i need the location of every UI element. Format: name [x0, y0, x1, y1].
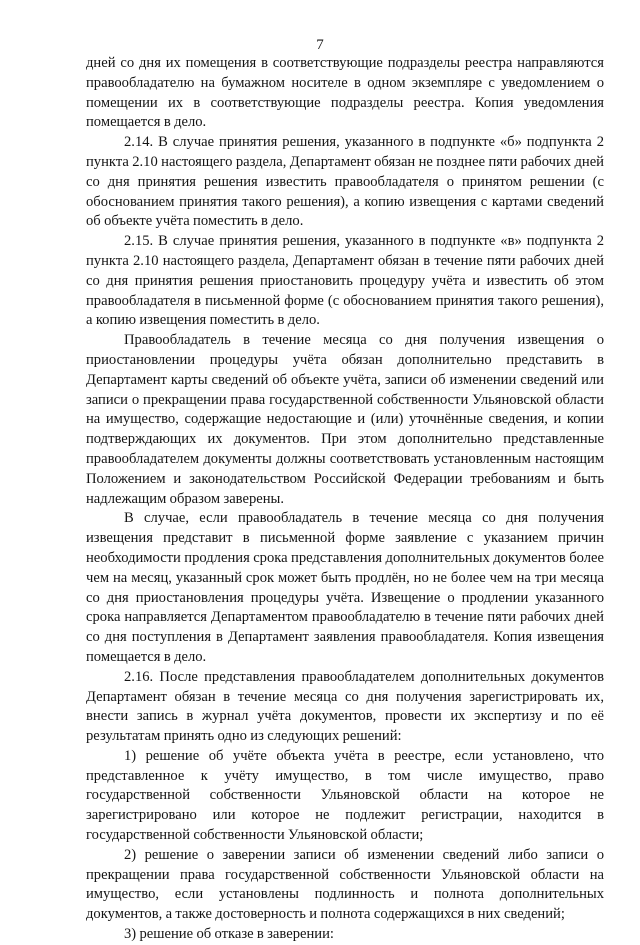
paragraph-2-15: 2.15. В случае принятия решения, указанного в подпункте «в» подпункта 2 пункта 2.10 настоящего раздела, Департамент обязан в течение пяти рабочих дней со дня принятия решения приостановить процедуру учёта и известить об этом правообладателя в письменной форме (с обоснованием принятия такого решения), а копию извещения поместить в дело.	[86, 233, 604, 329]
document-body	[86, 54, 604, 945]
list-item-1: 1) решение об учёте объекта учёта в реестре, если установлено, что представленное к учёту имущество, в том числе имущество, право государственной собственности Ульяновской области на которое не зарегистрировано или которое не подлежит регистрации, находится в государственной собственности Ульяновской области;	[86, 747, 604, 844]
paragraph-2-16: 2.16. После представления правообладателем дополнительных документов Департамент обязан в течение месяца со дня получения зарегистрировать их, внести запись в журнал учёта документов, провести их экспертизу и по её результатам принять одно из следующих решений:	[86, 668, 604, 745]
paragraph-2-14: 2.14. В случае принятия решения, указанного в подпункте «б» подпункта 2 пункта 2.10 настоящего раздела, Департамент обязан не позднее пяти рабочих дней со дня принятия решения известить правообладателя о принятом решении (с обоснованием принятия такого решения), а копию извещения с картами сведений об объекте учёта поместить в дело.	[86, 134, 604, 230]
list-item-2: 2) решение о заверении записи об изменении сведений либо записи о прекращении права государственной собственности Ульяновской области на имущество, если установлены подлинность и полнота дополнительных документов, а также достоверность и полнота содержащихся в них сведений;	[86, 846, 604, 923]
page-number: 7	[316, 37, 324, 53]
paragraph-continuation: дней со дня их помещения в соответствующие подразделы реестра направляются правообладателю на бумажном носителе в одном экземпляре с уведомлением о помещении их в соответствующие подразделы реестра. Копия уведомления помещается в дело.	[86, 55, 604, 131]
paragraph-right-holder-obligation: Правообладатель в течение месяца со дня получения извещения о приостановлении процедуры учёта обязан дополнительно представить в Департамент карты сведений об объекте учёта, записи об изменении сведений или записи о прекращении права государственной собственности Ульяновской области на имущество, содержащие недостающие и (или) уточнённые сведения, и копии подтверждающих их документов. При этом дополнительно представленные правообладателем документы должны соответствовать установленным настоящим Положением и законодательством Российской Федерации требованиям и быть надлежащим образом заверены.	[86, 332, 604, 507]
paragraph-term-extension: В случае, если правообладатель в течение месяца со дня получения извещения представит в письменной форме заявление с указанием причин необходимости продления срока представления дополнительных документов более чем на месяц, указанный срок может быть продлён, но не более чем на три месяца со дня приостановления процедуры учёта. Извещение о продлении указанного срока направляется Департаментом правообладателю в течение пяти рабочих дней со дня поступления в Департамент заявления правообладателя. Копия извещения помещается в дело.	[86, 510, 604, 665]
list-item-3: 3) решение об отказе в заверении:	[124, 926, 334, 943]
